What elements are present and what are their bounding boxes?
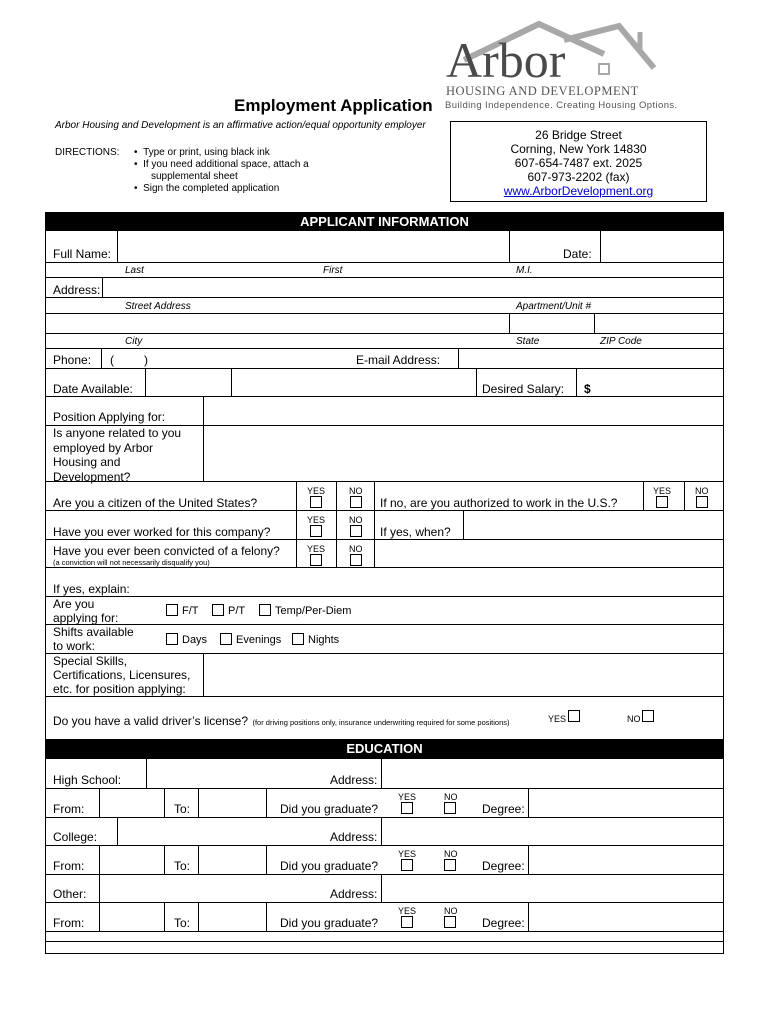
ft-checkbox[interactable] [166,604,178,616]
other-from-field[interactable] [100,903,163,931]
contact-box [450,121,707,202]
state-field[interactable] [510,314,593,333]
citizen-yes-caption: YES [307,486,326,496]
college-label: College: [53,830,98,844]
direction-item: • Sign the completed application [134,183,280,194]
date-available-label: Date Available: [53,382,133,396]
last-caption: Last [125,265,144,276]
college-yes-checkbox[interactable] [401,859,413,871]
logo-name: Arbor [446,32,566,88]
felony-no-caption: NO [349,544,363,554]
if-yes-when-label: If yes, when? [380,525,451,539]
pt-label: P/T [228,605,246,617]
college-address-field[interactable] [382,818,723,845]
mi-field[interactable] [510,232,555,262]
hs-to-field[interactable] [199,789,265,817]
other-to-label: To: [174,916,191,930]
direction-item: • Type or print, using black ink [134,147,270,158]
license-note: (for driving positions only, insurance underwriting required for some positions) [252,718,510,727]
date-label: Date: [563,247,592,261]
days-checkbox[interactable] [166,633,178,645]
position-field[interactable] [204,397,723,425]
nights-label: Nights [308,634,340,646]
dollar-sign: $ [584,382,591,396]
desired-salary-label: Desired Salary: [482,382,565,396]
other-no-checkbox[interactable] [444,916,456,928]
felony-yes-caption: YES [307,544,326,554]
hs-from-field[interactable] [100,789,163,817]
address-label: Address: [53,283,101,297]
date-field[interactable] [601,232,723,262]
license-yes-checkbox[interactable] [568,710,580,722]
directions-label: DIRECTIONS: [55,147,120,158]
felony-note: (a conviction will not necessarily disqualify you) [53,558,210,567]
temp-label: Temp/Per-Diem [275,605,352,617]
explain-field[interactable] [46,568,723,596]
citizen-no-caption: NO [349,486,363,496]
hs-degree-label: Degree: [482,802,525,816]
high-school-field[interactable] [147,760,325,788]
pt-checkbox[interactable] [212,604,224,616]
felony-no-checkbox[interactable] [350,554,362,566]
position-label: Position Applying for: [53,410,166,424]
authorized-no-checkbox[interactable] [696,496,708,508]
desired-salary-field[interactable] [596,369,723,396]
contact-phone: 607-654-7487 ext. 2025 [514,156,643,170]
other-address-field[interactable] [382,875,723,902]
evenings-label: Evenings [236,634,282,646]
license-no-checkbox[interactable] [642,710,654,722]
felony-yes-checkbox[interactable] [310,554,322,566]
worked-yes-caption: YES [307,515,326,525]
apartment-caption: Apartment/Unit # [516,301,592,312]
felony-question: Have you ever been convicted of a felony? [53,544,280,558]
mi-caption: M.I. [516,265,533,276]
college-degree-field[interactable] [529,846,723,874]
eoe-statement: Arbor Housing and Development is an affirmative action/equal opportunity employer [55,120,426,131]
college-address-label: Address: [330,830,378,844]
college-yes-caption: YES [398,849,417,859]
explain-label: If yes, explain: [53,582,130,596]
street-address-caption: Street Address [125,301,191,312]
email-field[interactable] [459,349,723,368]
citizen-yes-checkbox[interactable] [310,496,322,508]
worked-no-caption: NO [349,515,363,525]
other-field[interactable] [100,875,325,902]
hs-yes-caption: YES [398,792,417,802]
authorized-yes-checkbox[interactable] [656,496,668,508]
phone-field[interactable] [102,349,352,368]
phone-paren-close: ) [144,353,148,367]
college-field[interactable] [118,818,325,845]
hs-degree-field[interactable] [529,789,723,817]
citizen-question: Are you a citizen of the United States? [53,496,258,510]
zip-caption: ZIP Code [600,336,642,347]
other-yes-checkbox[interactable] [401,916,413,928]
high-school-address-label: Address: [330,773,378,787]
college-to-label: To: [174,859,191,873]
date-available-field[interactable] [146,369,230,396]
other-from-label: From: [53,916,85,930]
skills-field[interactable] [204,654,723,696]
college-no-checkbox[interactable] [444,859,456,871]
hs-yes-checkbox[interactable] [401,802,413,814]
skills-label: Special Skills, Certifications, Licensures, etc. for position applying: [53,654,191,696]
first-caption: First [323,265,343,276]
hs-no-checkbox[interactable] [444,802,456,814]
college-graduate-label: Did you graduate? [280,859,379,873]
license-no-caption: NO [627,714,641,724]
logo-tagline: Building Independence. Creating Housing Options. [445,100,678,111]
license-yes-caption: YES [548,714,567,724]
logo-subtitle: HOUSING AND DEVELOPMENT [446,84,639,98]
phone-paren-open: ( [110,353,114,367]
phone-label: Phone: [53,353,92,367]
direction-item: supplemental sheet [151,171,238,182]
hs-no-caption: NO [444,792,458,802]
worked-question: Have you ever worked for this company? [53,525,271,539]
other-degree-label: Degree: [482,916,525,930]
temp-checkbox[interactable] [259,604,271,616]
contact-fax: 607-973-2202 (fax) [527,170,630,184]
applicant-section-header: APPLICANT INFORMATION [45,212,724,231]
last-name-field[interactable] [118,232,508,262]
full-name-label: Full Name: [53,247,112,261]
college-to-field[interactable] [199,846,265,874]
evenings-checkbox[interactable] [220,633,232,645]
worked-no-checkbox[interactable] [350,525,362,537]
worked-when-field[interactable] [464,511,723,539]
hs-from-label: From: [53,802,85,816]
high-school-label: High School: [53,773,122,787]
college-from-field[interactable] [100,846,163,874]
other-to-field[interactable] [199,903,265,931]
city-caption: City [125,336,143,347]
nights-checkbox[interactable] [292,633,304,645]
contact-street: 26 Bridge Street [535,128,622,142]
hs-to-label: To: [174,802,191,816]
other-label: Other: [53,887,87,901]
page-title: Employment Application [234,96,433,115]
shifts-label: Shifts available to work: [53,625,134,653]
state-caption: State [516,336,540,347]
email-label: E-mail Address: [356,353,441,367]
applying-for-label: Are you applying for: [53,597,119,625]
other-yes-caption: YES [398,906,417,916]
ft-label: F/T [182,605,199,617]
worked-yes-checkbox[interactable] [310,525,322,537]
days-label: Days [182,634,208,646]
zip-field[interactable] [595,314,723,333]
related-field[interactable] [204,426,723,481]
other-graduate-label: Did you graduate? [280,916,379,930]
license-question: Do you have a valid driver’s license? (for driving positions only, insurance underwriting required for some positions) [53,714,510,728]
other-address-label: Address: [330,887,378,901]
authorized-question: If no, are you authorized to work in the U.S.? [380,496,618,510]
city-field[interactable] [46,314,508,333]
other-degree-field[interactable] [529,903,723,931]
hs-graduate-label: Did you graduate? [280,802,379,816]
directions-list [134,147,309,195]
related-label: Is anyone related to you employed by Arbor Housing and Development? [53,426,182,484]
college-from-label: From: [53,859,85,873]
contact-city: Corning, New York 14830 [510,142,647,156]
authorized-yes-caption: YES [653,486,672,496]
street-address-field[interactable] [103,278,723,297]
authorized-no-caption: NO [695,486,709,496]
direction-item: • If you need additional space, attach a [134,159,309,170]
college-degree-label: Degree: [482,859,525,873]
college-no-caption: NO [444,849,458,859]
education-section-header: EDUCATION [45,739,724,759]
high-school-address-field[interactable] [382,760,723,788]
other-no-caption: NO [444,906,458,916]
contact-website-link[interactable]: www.ArborDevelopment.org [503,184,654,198]
citizen-no-checkbox[interactable] [350,496,362,508]
